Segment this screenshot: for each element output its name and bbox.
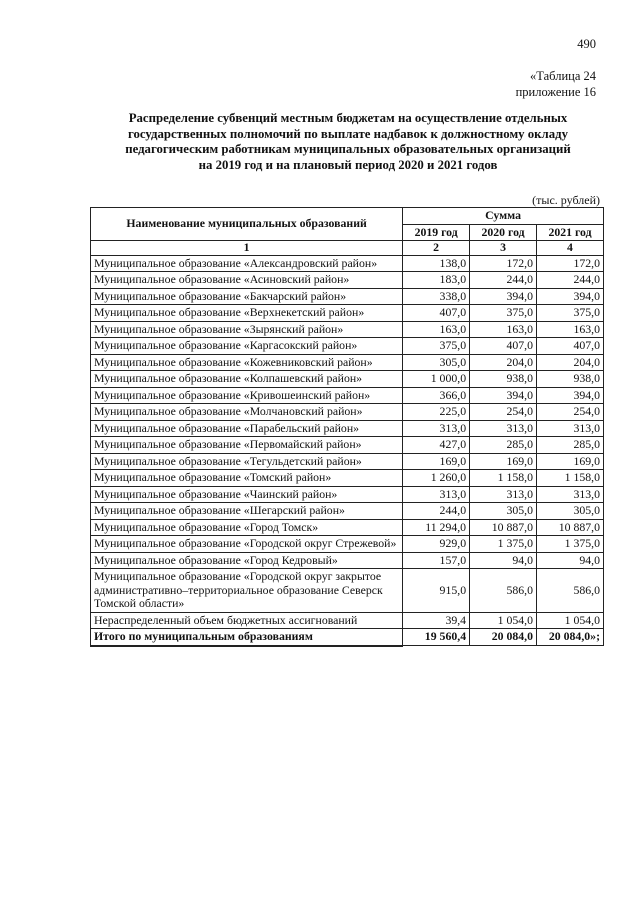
amount-2019: 39,4 [403, 612, 470, 629]
subventions-table [90, 207, 604, 647]
header-name: Наименование муниципальных образований [91, 208, 403, 241]
title-line3: педагогическим работникам муниципальных образовательных организаций [125, 142, 571, 156]
amount-2020: 305,0 [470, 503, 537, 520]
amount-2020: 394,0 [470, 288, 537, 305]
amount-2021: 375,0 [537, 305, 604, 322]
table-ref-line2: приложение 16 [515, 85, 596, 99]
header-year-2020: 2020 год [470, 224, 537, 241]
amount-2021: 1 054,0 [537, 612, 604, 629]
table-row [91, 404, 604, 421]
column-index-4: 4 [537, 241, 604, 256]
municipality-name: Муниципальное образование «Каргасокский район» [91, 338, 403, 355]
municipality-name: Муниципальное образование «Зырянский район» [91, 321, 403, 338]
table-row [91, 470, 604, 487]
amount-2020: 407,0 [470, 338, 537, 355]
amount-2019: 169,0 [403, 453, 470, 470]
amount-2019: 157,0 [403, 552, 470, 569]
amount-2021: 1 375,0 [537, 536, 604, 553]
amount-2020: 163,0 [470, 321, 537, 338]
units-label: (тыс. рублей) [532, 193, 600, 207]
amount-2021: 586,0 [537, 569, 604, 613]
table-ref-line1: «Таблица 24 [530, 69, 596, 83]
municipality-name: Муниципальное образование «Шегарский район» [91, 503, 403, 520]
total-2019: 19 560,4 [403, 629, 470, 646]
amount-2021: 407,0 [537, 338, 604, 355]
amount-2019: 929,0 [403, 536, 470, 553]
amount-2020: 172,0 [470, 255, 537, 272]
table-row [91, 536, 604, 553]
amount-2021: 10 887,0 [537, 519, 604, 536]
municipality-name: Муниципальное образование «Тегульдетский район» [91, 453, 403, 470]
municipality-name: Муниципальное образование «Городской округ закрытое административно–территориальное образование Северск Томской области» [91, 569, 403, 613]
column-index-3: 3 [470, 241, 537, 256]
municipality-name: Муниципальное образование «Городской округ Стрежевой» [91, 536, 403, 553]
table-row [91, 272, 604, 289]
header-sum: Сумма [403, 208, 604, 225]
amount-2019: 138,0 [403, 255, 470, 272]
municipality-name: Муниципальное образование «Колпашевский район» [91, 371, 403, 388]
amount-2020: 10 887,0 [470, 519, 537, 536]
amount-2021: 254,0 [537, 404, 604, 421]
municipality-name: Муниципальное образование «Верхнекетский район» [91, 305, 403, 322]
municipality-name: Муниципальное образование «Бакчарский район» [91, 288, 403, 305]
total-2020: 20 084,0 [470, 629, 537, 646]
amount-2021: 244,0 [537, 272, 604, 289]
municipality-name: Муниципальное образование «Чаинский район» [91, 486, 403, 503]
amount-2020: 1 158,0 [470, 470, 537, 487]
amount-2020: 313,0 [470, 420, 537, 437]
table-row [91, 486, 604, 503]
municipality-name: Муниципальное образование «Город Кедровый» [91, 552, 403, 569]
table-row [91, 552, 604, 569]
amount-2020: 586,0 [470, 569, 537, 613]
amount-2020: 204,0 [470, 354, 537, 371]
amount-2019: 313,0 [403, 420, 470, 437]
table-body [91, 255, 604, 646]
amount-2021: 285,0 [537, 437, 604, 454]
amount-2020: 938,0 [470, 371, 537, 388]
amount-2020: 375,0 [470, 305, 537, 322]
table-row [91, 503, 604, 520]
municipality-name: Муниципальное образование «Молчановский район» [91, 404, 403, 421]
amount-2019: 11 294,0 [403, 519, 470, 536]
table-row [91, 612, 604, 629]
amount-2019: 407,0 [403, 305, 470, 322]
header-year-2021: 2021 год [537, 224, 604, 241]
table-reference [516, 68, 596, 100]
municipality-name: Муниципальное образование «Кожевниковский район» [91, 354, 403, 371]
amount-2021: 938,0 [537, 371, 604, 388]
table-row [91, 354, 604, 371]
amount-2019: 338,0 [403, 288, 470, 305]
table-row [91, 288, 604, 305]
amount-2021: 305,0 [537, 503, 604, 520]
amount-2019: 183,0 [403, 272, 470, 289]
amount-2021: 1 158,0 [537, 470, 604, 487]
amount-2019: 225,0 [403, 404, 470, 421]
header-year-2019: 2019 год [403, 224, 470, 241]
amount-2020: 244,0 [470, 272, 537, 289]
amount-2020: 285,0 [470, 437, 537, 454]
document-title [88, 111, 608, 173]
table-row [91, 338, 604, 355]
table-row [91, 453, 604, 470]
table-row [91, 255, 604, 272]
table-row [91, 519, 604, 536]
municipality-name: Муниципальное образование «Томский район» [91, 470, 403, 487]
table-row [91, 305, 604, 322]
amount-2019: 375,0 [403, 338, 470, 355]
title-line1: Распределение субвенций местным бюджетам на осуществление отдельных [128, 111, 568, 125]
amount-2019: 244,0 [403, 503, 470, 520]
column-index-2: 2 [403, 241, 470, 256]
amount-2019: 915,0 [403, 569, 470, 613]
amount-2020: 313,0 [470, 486, 537, 503]
amount-2021: 94,0 [537, 552, 604, 569]
municipality-name: Муниципальное образование «Кривошеинский район» [91, 387, 403, 404]
municipality-name: Муниципальное образование «Парабельский район» [91, 420, 403, 437]
amount-2020: 1 375,0 [470, 536, 537, 553]
total-row [91, 629, 604, 646]
amount-2020: 169,0 [470, 453, 537, 470]
amount-2021: 172,0 [537, 255, 604, 272]
amount-2021: 313,0 [537, 420, 604, 437]
table-row [91, 437, 604, 454]
title-line4: на 2019 год и на плановый период 2020 и 2021 годов [198, 157, 498, 172]
table-row [91, 371, 604, 388]
amount-2020: 394,0 [470, 387, 537, 404]
amount-2019: 366,0 [403, 387, 470, 404]
amount-2019: 163,0 [403, 321, 470, 338]
page-number: 490 [577, 37, 596, 51]
amount-2020: 254,0 [470, 404, 537, 421]
amount-2020: 1 054,0 [470, 612, 537, 629]
amount-2020: 94,0 [470, 552, 537, 569]
table-row [91, 420, 604, 437]
municipality-name: Муниципальное образование «Александровский район» [91, 255, 403, 272]
amount-2019: 313,0 [403, 486, 470, 503]
total-2021: 20 084,0»; [537, 629, 604, 646]
amount-2021: 313,0 [537, 486, 604, 503]
municipality-name: Муниципальное образование «Первомайский район» [91, 437, 403, 454]
amount-2019: 305,0 [403, 354, 470, 371]
amount-2021: 163,0 [537, 321, 604, 338]
table-row [91, 569, 604, 613]
table-row [91, 321, 604, 338]
amount-2021: 204,0 [537, 354, 604, 371]
table-row [91, 387, 604, 404]
amount-2019: 427,0 [403, 437, 470, 454]
title-line2: государственных полномочий по выплате надбавок к должностному окладу [128, 126, 568, 141]
amount-2019: 1 000,0 [403, 371, 470, 388]
amount-2021: 394,0 [537, 288, 604, 305]
municipality-name: Нераспределенный объем бюджетных ассигнований [91, 612, 403, 629]
municipality-name: Муниципальное образование «Асиновский район» [91, 272, 403, 289]
column-index-1: 1 [91, 241, 403, 256]
amount-2021: 169,0 [537, 453, 604, 470]
total-label: Итого по муниципальным образованиям [91, 629, 403, 646]
amount-2021: 394,0 [537, 387, 604, 404]
municipality-name: Муниципальное образование «Город Томск» [91, 519, 403, 536]
amount-2019: 1 260,0 [403, 470, 470, 487]
